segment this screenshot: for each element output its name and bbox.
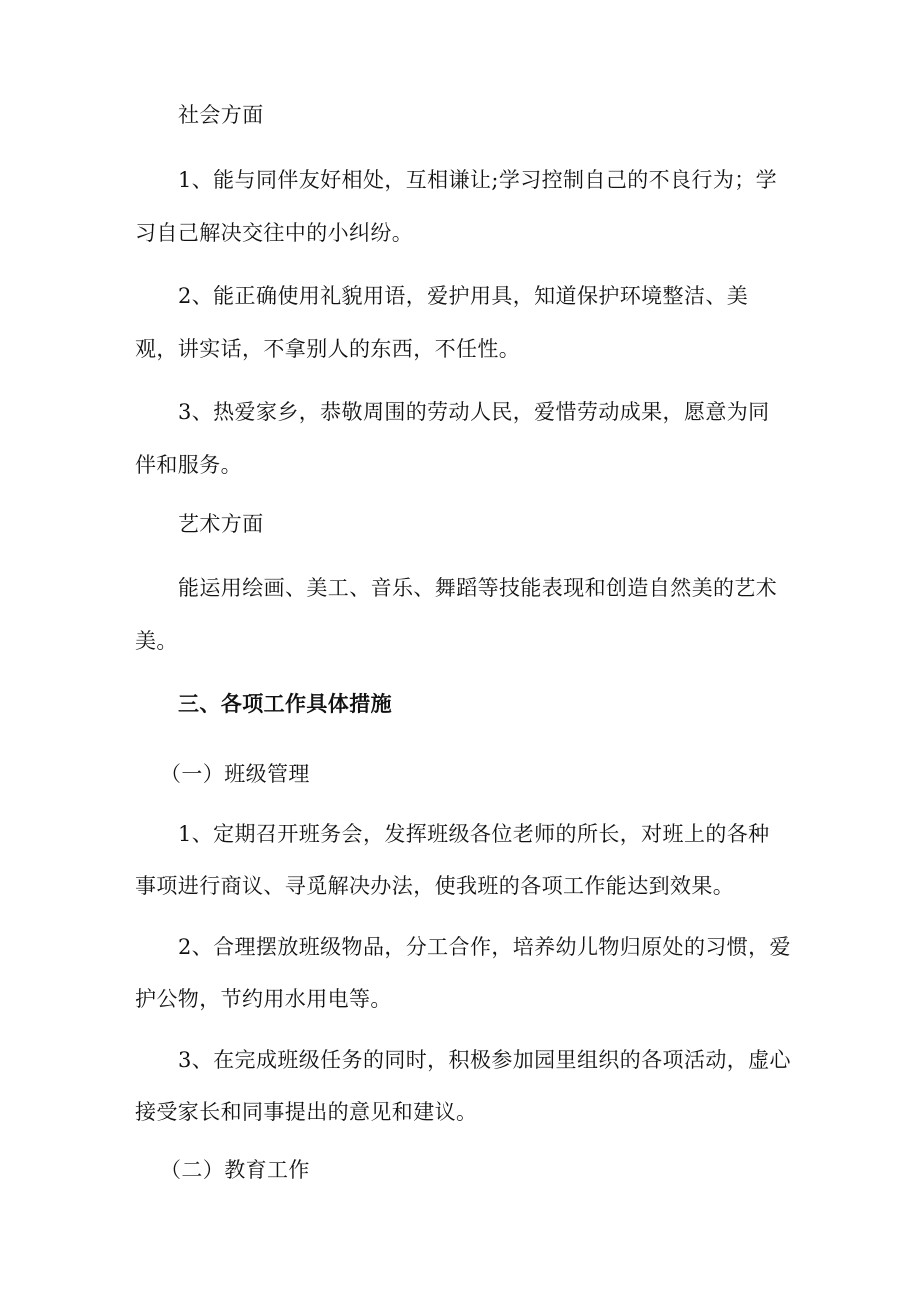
class-item-1-line-2: 事项进行商议、寻觅解决办法，使我班的各项工作能达到效果。 xyxy=(135,874,735,898)
social-item-3-line-2: 伴和服务。 xyxy=(135,453,242,477)
class-item-1-line-1: 1、定期召开班务会，发挥班级各位老师的所长，对班上的各种 xyxy=(178,822,770,846)
art-text-line-1: 能运用绘画、美工、音乐、舞蹈等技能表现和创造自然美的艺术 xyxy=(178,576,778,600)
education-heading: （二）教育工作 xyxy=(160,1158,310,1182)
social-item-1-line-1: 1、能与同伴友好相处，互相谦让;学习控制自己的不良行为；学 xyxy=(178,168,778,192)
class-item-3-line-1: 3、在完成班级任务的同时，积极参加园里组织的各项活动，虚心 xyxy=(178,1048,791,1072)
section-3-heading: 三、各项工作具体措施 xyxy=(178,692,392,716)
class-item-2-line-2: 护公物，节约用水用电等。 xyxy=(135,987,392,1011)
social-item-1-line-2: 习自己解决交往中的小纠纷。 xyxy=(135,221,414,245)
class-item-3-line-2: 接受家长和同事提出的意见和建议。 xyxy=(135,1100,478,1124)
social-item-2-line-2: 观，讲实话，不拿别人的东西，不任性。 xyxy=(135,337,521,361)
social-heading: 社会方面 xyxy=(178,103,264,127)
social-item-2-line-1: 2、能正确使用礼貌用语，爱护用具，知道保护环境整洁、美 xyxy=(178,284,749,308)
social-item-3-line-1: 3、热爱家乡，恭敬周围的劳动人民，爱惜劳动成果，愿意为同 xyxy=(178,400,770,424)
art-heading: 艺术方面 xyxy=(178,512,264,536)
art-text-line-2: 美。 xyxy=(135,629,178,653)
class-item-2-line-1: 2、合理摆放班级物品，分工合作，培养幼儿物归原处的习惯，爱 xyxy=(178,935,791,959)
class-management-heading: （一）班级管理 xyxy=(160,762,310,786)
